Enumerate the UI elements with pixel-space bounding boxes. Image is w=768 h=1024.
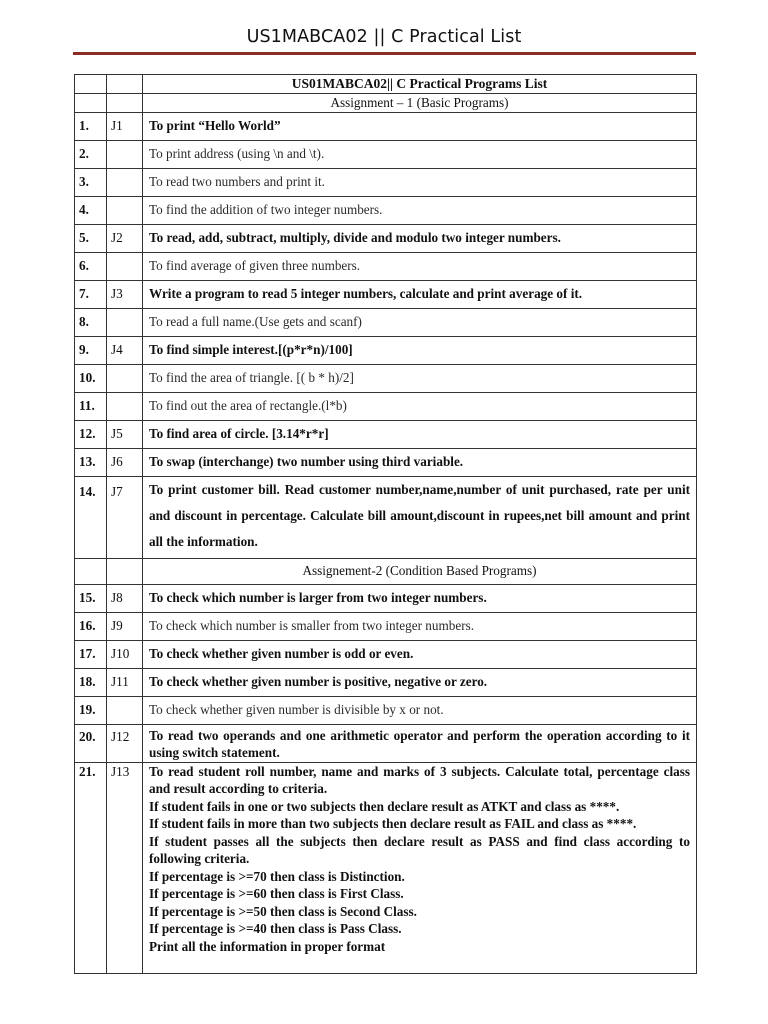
row-number: 15.	[75, 584, 107, 612]
table-row	[75, 696, 697, 724]
program-code	[107, 140, 143, 168]
row-number: 13.	[75, 448, 107, 476]
row-number: 17.	[75, 640, 107, 668]
table-row	[75, 640, 697, 668]
description-line: Print all the information in proper format	[149, 938, 386, 954]
program-code: J12	[107, 724, 143, 762]
program-description: To print “Hello World”	[143, 112, 697, 140]
program-description: To check which number is larger from two integer numbers.	[143, 584, 697, 612]
table-row	[75, 584, 697, 612]
empty-cell	[75, 558, 107, 584]
description-line: If student fails in more than two subjects then declare result as FAIL and class as ****.	[149, 816, 637, 831]
table-row	[75, 612, 697, 640]
table-row	[75, 168, 697, 196]
program-description: To check whether given number is divisible by x or not.	[143, 696, 697, 724]
empty-cell	[75, 75, 107, 94]
row-number: 20.	[75, 724, 107, 762]
row-number: 8.	[75, 308, 107, 336]
program-description: To check whether given number is odd or even.	[143, 640, 697, 668]
program-description: To find out the area of rectangle.(l*b)	[143, 392, 697, 420]
program-description: To read a full name.(Use gets and scanf)	[143, 308, 697, 336]
program-code	[107, 696, 143, 724]
table-row	[75, 280, 697, 308]
program-code: J8	[107, 584, 143, 612]
row-number: 11.	[75, 392, 107, 420]
program-code	[107, 196, 143, 224]
section-row	[75, 94, 697, 113]
row-number: 10.	[75, 364, 107, 392]
program-description: To read two operands and one arithmetic operator and perform the operation according to it using switch statement.	[143, 724, 697, 762]
program-code: J5	[107, 420, 143, 448]
program-description: To find simple interest.[(p*r*n)/100]	[143, 336, 697, 364]
table-row	[75, 762, 697, 973]
program-code	[107, 168, 143, 196]
program-description	[143, 762, 697, 973]
program-code	[107, 364, 143, 392]
program-description: To print address (using \n and \t).	[143, 140, 697, 168]
row-number: 16.	[75, 612, 107, 640]
table-row	[75, 112, 697, 140]
table-title-row	[75, 75, 697, 94]
program-code: J9	[107, 612, 143, 640]
table-row	[75, 668, 697, 696]
row-number: 2.	[75, 140, 107, 168]
program-code: J2	[107, 224, 143, 252]
description-line: If percentage is >=60 then class is First Class.	[149, 886, 404, 901]
row-number: 12.	[75, 420, 107, 448]
description-line: If percentage is >=40 then class is Pass Class.	[149, 921, 402, 936]
description-line: If student fails in one or two subjects then declare result as ATKT and class as ****.	[149, 798, 620, 814]
empty-cell	[107, 94, 143, 113]
table-row	[75, 196, 697, 224]
row-number: 5.	[75, 224, 107, 252]
table-row	[75, 224, 697, 252]
table-row	[75, 448, 697, 476]
program-code: J11	[107, 668, 143, 696]
practical-programs-table	[74, 74, 697, 974]
program-description: To find the addition of two integer numbers.	[143, 196, 697, 224]
row-number: 1.	[75, 112, 107, 140]
program-description: To swap (interchange) two number using third variable.	[143, 448, 697, 476]
program-code: J10	[107, 640, 143, 668]
empty-cell	[75, 94, 107, 113]
table-row	[75, 724, 697, 762]
program-description: To check which number is smaller from two integer numbers.	[143, 612, 697, 640]
program-code: J7	[107, 476, 143, 558]
program-code: J13	[107, 762, 143, 973]
header-divider	[73, 52, 696, 55]
program-code	[107, 392, 143, 420]
program-code: J3	[107, 280, 143, 308]
table-row	[75, 476, 697, 558]
program-code: J1	[107, 112, 143, 140]
table-title: US01MABCA02|| C Practical Programs List	[143, 75, 697, 94]
table-row	[75, 252, 697, 280]
table-row	[75, 308, 697, 336]
row-number: 9.	[75, 336, 107, 364]
page-header-title: US1MABCA02 || C Practical List	[246, 27, 522, 47]
program-code: J6	[107, 448, 143, 476]
row-number: 14.	[75, 476, 107, 558]
program-description: To read, add, subtract, multiply, divide and modulo two integer numbers.	[143, 224, 697, 252]
table-row	[75, 364, 697, 392]
section-heading: Assignment – 1 (Basic Programs)	[143, 94, 697, 113]
row-number: 6.	[75, 252, 107, 280]
empty-cell	[107, 75, 143, 94]
program-description: To find average of given three numbers.	[143, 252, 697, 280]
row-number: 19.	[75, 696, 107, 724]
description-line: If percentage is >=70 then class is Distinction.	[149, 868, 405, 884]
program-code	[107, 252, 143, 280]
empty-cell	[107, 558, 143, 584]
description-line: To read student roll number, name and marks of 3 subjects. Calculate total, percentage class and result according to criteria.	[149, 763, 690, 796]
program-description: To find the area of triangle. [( b * h)/2]	[143, 364, 697, 392]
table-row	[75, 140, 697, 168]
program-description: To print customer bill. Read customer number,name,number of unit purchased, rate per unit and discount in percentage. Calculate bill amount,discount in rupees,net bill amount and print all the information.	[143, 476, 697, 558]
row-number: 21.	[75, 762, 107, 973]
row-number: 3.	[75, 168, 107, 196]
table-row	[75, 392, 697, 420]
program-description: To check whether given number is positive, negative or zero.	[143, 668, 697, 696]
program-description: Write a program to read 5 integer numbers, calculate and print average of it.	[143, 280, 697, 308]
description-line: If student passes all the subjects then declare result as PASS and find class according to following criteria.	[149, 833, 690, 866]
program-code: J4	[107, 336, 143, 364]
section-row	[75, 558, 697, 584]
row-number: 7.	[75, 280, 107, 308]
row-number: 18.	[75, 668, 107, 696]
program-code	[107, 308, 143, 336]
section-heading: Assignement-2 (Condition Based Programs)	[143, 558, 697, 584]
program-description: To read two numbers and print it.	[143, 168, 697, 196]
description-line: If percentage is >=50 then class is Second Class.	[149, 903, 417, 919]
table-row	[75, 336, 697, 364]
program-description: To find area of circle. [3.14*r*r]	[143, 420, 697, 448]
row-number: 4.	[75, 196, 107, 224]
table-row	[75, 420, 697, 448]
